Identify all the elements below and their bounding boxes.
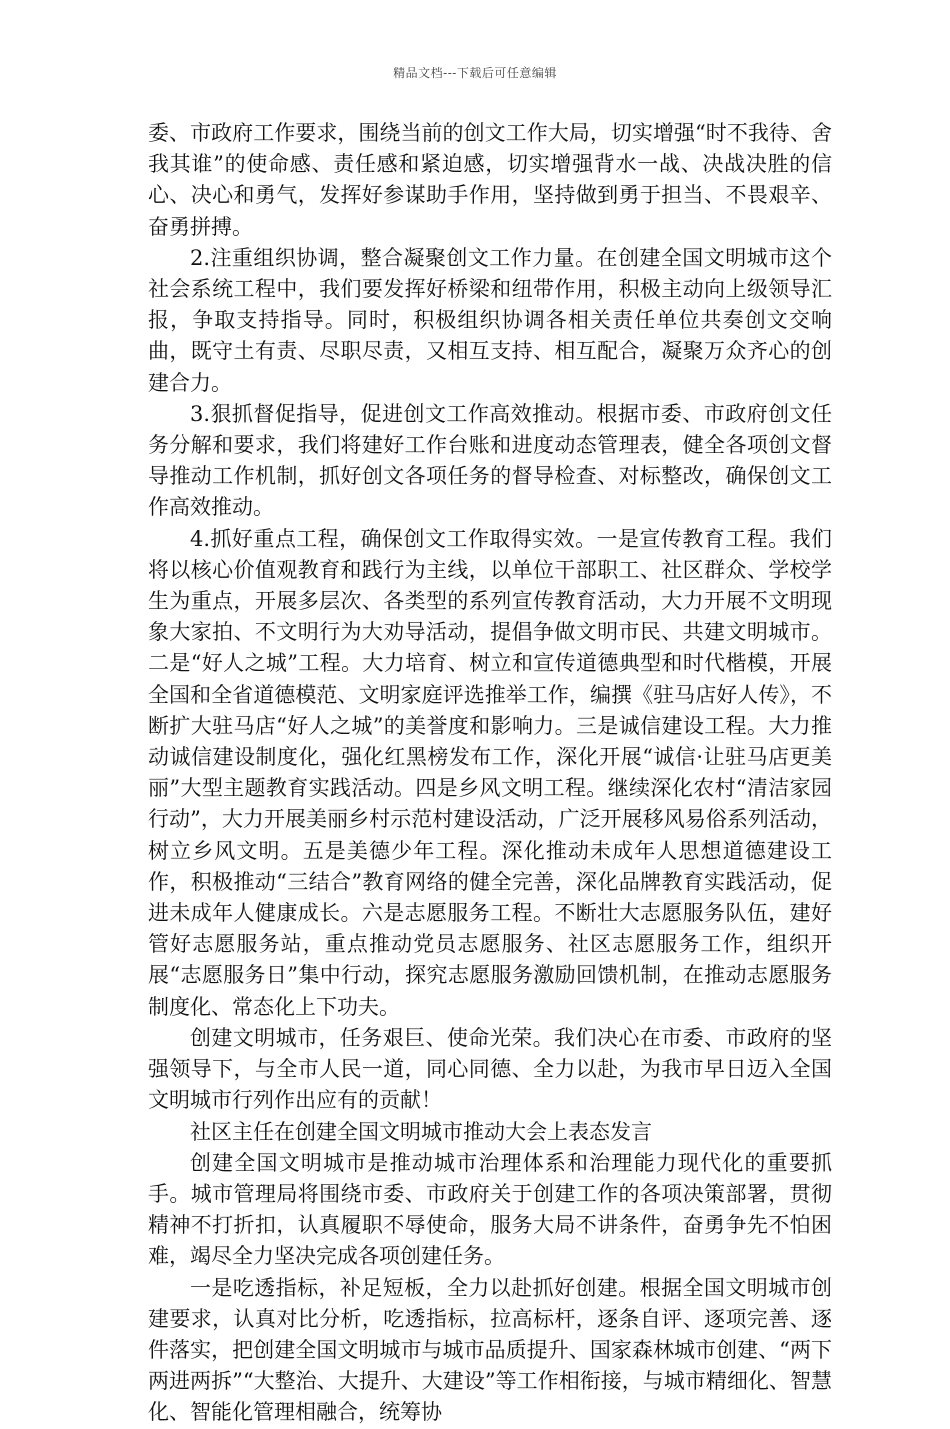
section-heading: 社区主任在创建全国文明城市推动大会上表态发言 — [190, 1119, 652, 1144]
paragraph: 委、市政府工作要求，围绕当前的创文工作大局，切实增强“时不我待、舍我其谁”的使命感、责任感和紧迫感，切实增强背水一战、决战决胜的信心、决心和勇气，发挥好参谋助手作用，坚持做到勇于担当、不畏艰辛、奋勇拼搏。 — [148, 121, 832, 239]
document-body — [148, 118, 832, 1429]
paragraph: 创建全国文明城市是推动城市治理体系和治理能力现代化的重要抓手。城市管理局将围绕市委、市政府关于创建工作的各项决策部署，贯彻精神不打折扣，认真履职不辱使命，服务大局不讲条件，奋勇争先不怕困难，竭尽全力坚决完成各项创建任务。 — [148, 1150, 832, 1269]
paragraph: 2.注重组织协调，整合凝聚创文工作力量。在创建全国文明城市这个社会系统工程中，我们要发挥好桥梁和纽带作用，积极主动向上级领导汇报，争取支持指导。同时，积极组织协调各相关责任单位共奏创文交响曲，既守土有责、尽职尽责，又相互支持、相互配合，凝聚万众齐心的创建合力。 — [148, 245, 832, 395]
paragraph: 一是吃透指标，补足短板，全力以赴抓好创建。根据全国文明城市创建要求，认真对比分析，吃透指标，拉高标杆，逐条自评、逐项完善、逐件落实，把创建全国文明城市与城市品质提升、国家森林城市创建、“两下两进两拆”“大整治、大提升、大建设”等工作相衔接，与城市精细化、智慧化、智能化管理相融合，统筹协 — [148, 1275, 832, 1425]
page-header: 精品文档---下载后可任意编辑 — [393, 66, 557, 80]
paragraph: 创建文明城市，任务艰巨、使命光荣。我们决心在市委、市政府的坚强领导下，与全市人民一道，同心同德、全力以赴，为我市早日迈入全国文明城市行列作出应有的贡献！ — [148, 1025, 832, 1113]
paragraph: 4.抓好重点工程，确保创文工作取得实效。一是宣传教育工程。我们将以核心价值观教育和践行为主线，以单位干部职工、社区群众、学校学生为重点，开展多层次、各类型的系列宣传教育活动，大力开展不文明现象大家拍、不文明行为大劝导活动，提倡争做文明市民、共建文明城市。二是“好人之城”工程。大力培育、树立和宣传道德典型和时代楷模，开展全国和全省道德模范、文明家庭评选推举工作，编撰《驻马店好人传》，不断扩大驻马店“好人之城”的美誉度和影响力。三是诚信建设工程。大力推动诚信建设制度化，强化红黑榜发布工作，深化开展“诚信·让驻马店更美丽”大型主题教育实践活动。四是乡风文明工程。继续深化农村“清洁家园行动”，大力开展美丽乡村示范村建设活动，广泛开展移风易俗系列活动，树立乡风文明。五是美德少年工程。深化推动未成年人思想道德建设工作，积极推动“三结合”教育网络的健全完善，深化品牌教育实践活动，促进未成年人健康成长。六是志愿服务工程。不断壮大志愿服务队伍，建好管好志愿服务站，重点推动党员志愿服务、社区志愿服务工作，组织开展“志愿服务日”集中行动，探究志愿服务激励回馈机制，在推动志愿服务制度化、常态化上下功夫。 — [148, 526, 832, 1019]
paragraph: 3.狠抓督促指导，促进创文工作高效推动。根据市委、市政府创文任务分解和要求，我们将建好工作台账和进度动态管理表，健全各项创文督导推动工作机制，抓好创文各项任务的督导检查、对标整改，确保创文工作高效推动。 — [148, 401, 832, 520]
